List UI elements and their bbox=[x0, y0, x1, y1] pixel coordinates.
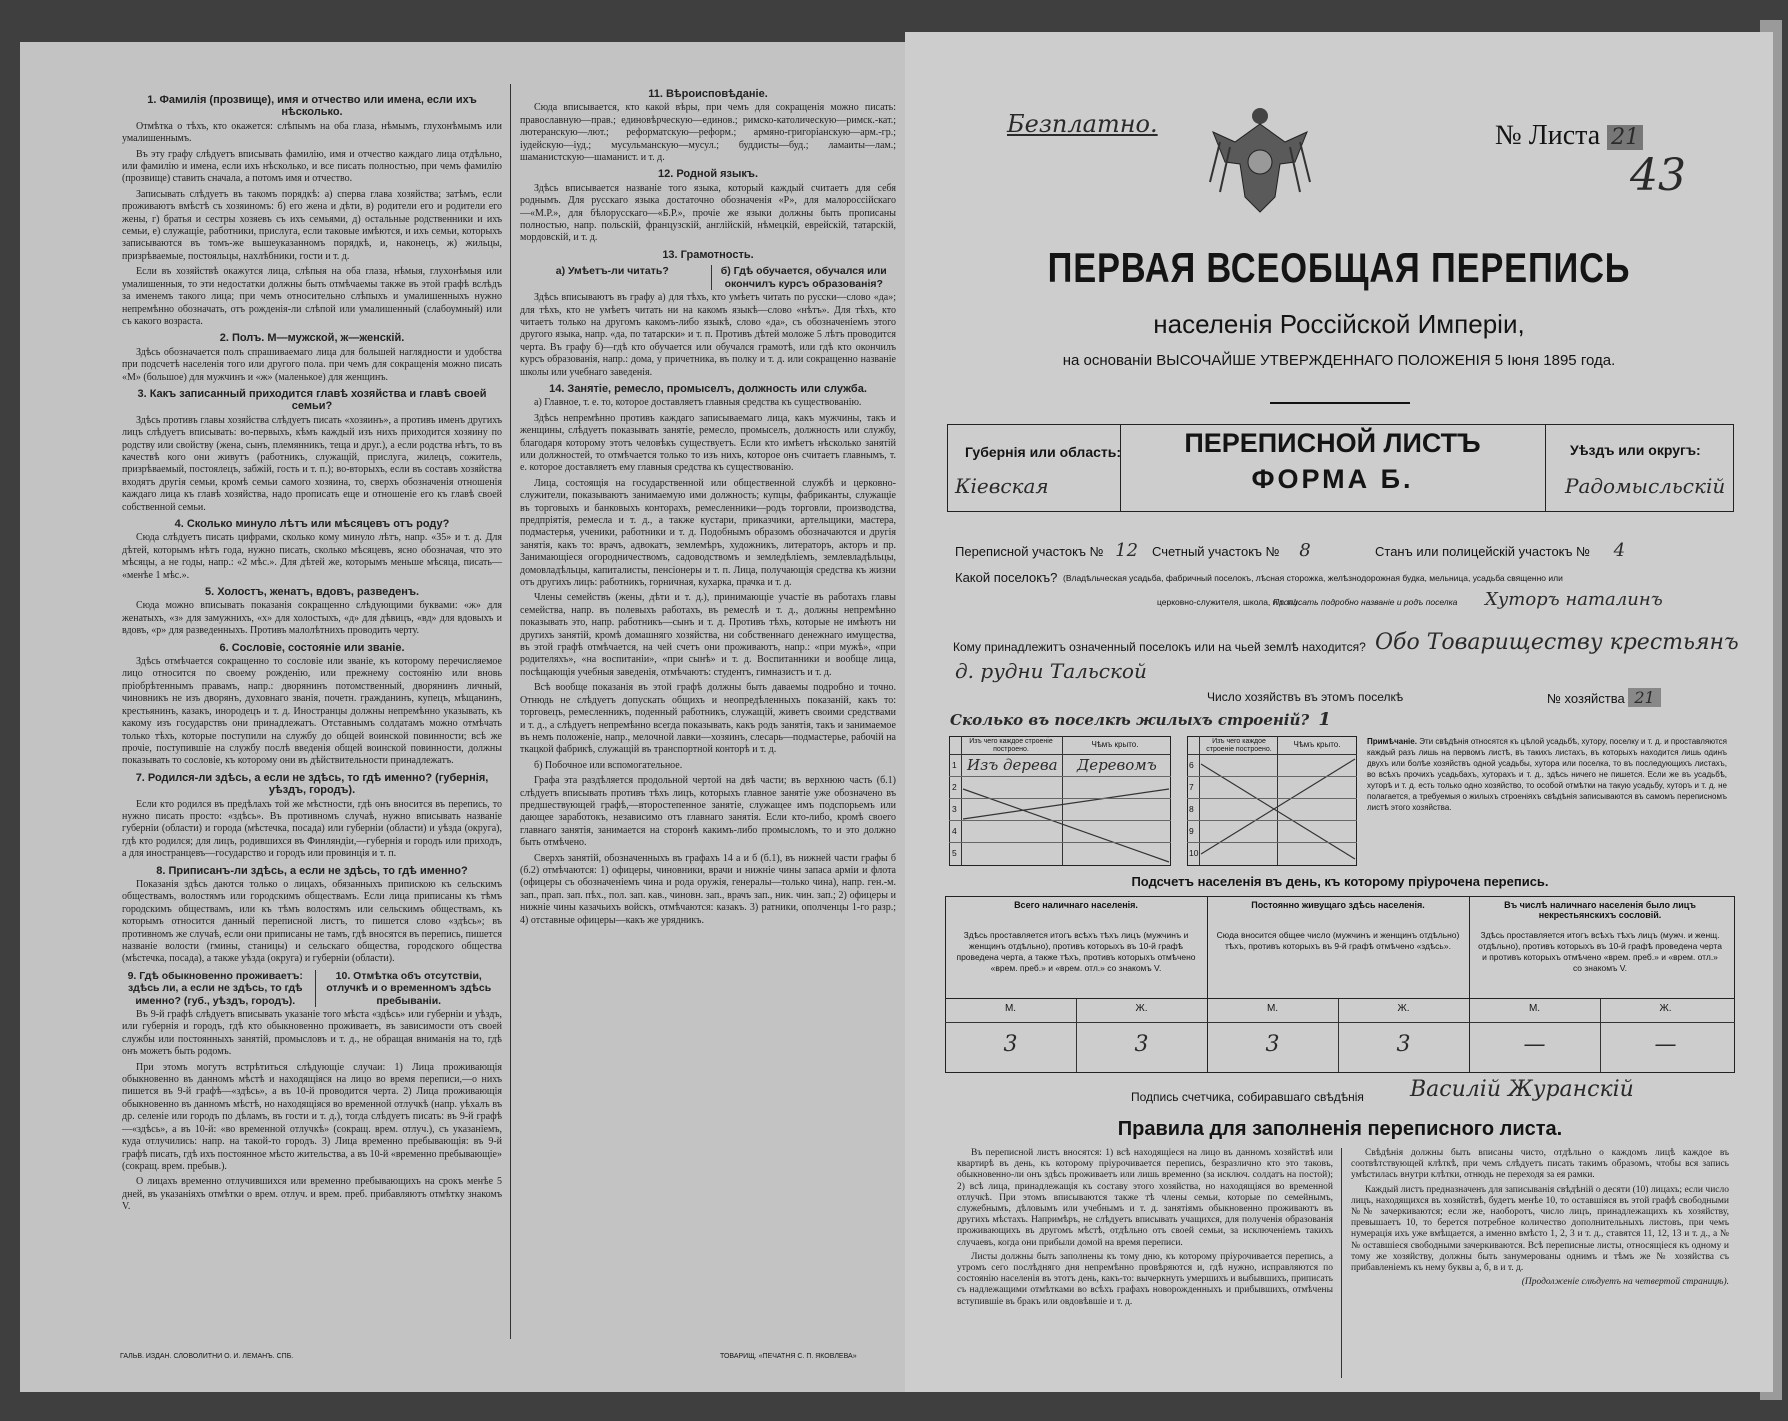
bld-row-number: 6 bbox=[1189, 760, 1194, 770]
paragraph: Лица, состоящія на государственной или общественной службѣ и церковно-служители, показываютъ занимаемую ими должность; купцы, фабриканты, служащіе въ торговыхъ и банковыхъ конторахъ, ремесленники—родъ торговли, производства, предпріятія, ремесла и т. д., а также кустари, приказчики, артельщики, мастера, подмастерья, ученики, работники и т. д. Подобнымъ образомъ обозначаются и другія занятія, какъ то: врачъ, адвокатъ, землемѣръ, художникъ, литераторъ, акторъ и пр. Занимающіеся огородничествомъ, садоводствомъ и земледѣліемъ, землевладѣльцы, домовладѣльцы, капиталисты, пенсіонеры и т. п. Лица, получающія средства къ жизни отъ другихъ лицъ: работникъ, горничная, кухарка, прачка и т. д. bbox=[520, 477, 896, 589]
count-rule bbox=[945, 998, 1735, 999]
count-col-heading: Всего наличнаго населенія. bbox=[1014, 900, 1138, 910]
bld-material: Изъ дерева bbox=[967, 756, 1058, 774]
count-col-instruction: Здѣсь проставляется итогъ всѣхъ тѣхъ лицъ (мужч. и женщ. отдѣльно), противъ которыхъ въ 10-й графѣ проведена черта и противъ которыхъ отмѣчено «врем. преб.» и «врем. отл.» со знакомъ V. bbox=[1478, 930, 1722, 973]
settlement-label: Какой поселокъ? bbox=[955, 570, 1058, 585]
paragraph: Сюда можно вписывать показанія сокращенно слѣдующими буквами: «ж» для женатыхъ, «з» для замужнихъ, «х» для холостыхъ, «д» для дѣвицъ, «вд» для вдовыхъ и вдовъ, «р» для разведенныхъ. Противъ малолѣтнихъ проводить черту. bbox=[122, 600, 502, 637]
right-page bbox=[905, 32, 1773, 1392]
instructions-column-1 bbox=[122, 90, 502, 1217]
census-subtitle: населенія Россійской Имперіи, bbox=[1153, 309, 1525, 339]
header-divider bbox=[1545, 424, 1546, 512]
counting-district-label: Счетный участокъ № 8 bbox=[1152, 540, 1311, 561]
rules-text-4: Каждый листъ предназначенъ для записыванія свѣдѣній о десяти (10) лицахъ; если число лицъ, находящихся въ хозяйствѣ, будетъ менѣе 10, то оставшіяся въ этой графѣ свободными №№ зачеркиваются; если же, наоборотъ, число лицъ, принадлежащихъ къ хозяйству, превышаетъ 10, то берется потребное количество дополнительныхъ листовъ, при чемъ нумерація ихъ уже вмѣщается, а именно вмѣсто 1, 2, 3 и т. д., ставятся 11, 12, 13 и т. д., а №№ оставшіеся свободными зачеркиваются. Всѣ переписные листы, относящіеся къ одному и тому же хозяйству, должны быть занумерованы однимъ и тѣмъ же № хозяйства съ прибавленіемъ къ нему буквы а, б, в и т. д. bbox=[1351, 1184, 1729, 1274]
paragraph: Члены семействъ (жены, дѣти и т. д.), принимающіе участіе въ работахъ главы семейства, напр. въ полевыхъ работахъ, въ ремеслѣ и т. д., должны непремѣнно показывать это, напр. работникъ—сынъ и т. д. Противъ тѣхъ, которые не имѣютъ ни другихъ занятій, кромѣ домашняго хозяйства, ни собственнаго денежнаго имущества, въ этой графѣ отмѣчается, на чей счетъ они проживаютъ, напр.: «при мужѣ», «при родителяхъ», «на воспитаніи», «при сынѣ» и т. д. Воспитанники и вообще лица, посѣщающія учебныя заведенія, отмѣчаютъ: студентъ, гимназистъ и т. д. bbox=[520, 592, 896, 678]
paragraph: Если кто родился въ предѣлахъ той же мѣстности, гдѣ онъ вносится въ перепись, то нужно писать просто: «здѣсь». Въ противномъ случаѣ, нужно вписывать названіе губерніи (области) и города (мѣстечка, посада) или губерніи (области) и уѣзда (округа), гдѣ кто родился; для лицъ, родившихся въ Финляндіи,—губернія и городъ или приходъ, а для иностранцевъ—государство и городъ или провинція и т. п. bbox=[122, 798, 502, 860]
buildings-note: Примѣчаніе. Эти свѣдѣнія относятся къ цѣлой усадьбѣ, хутору, поселку и т. д. и проставляются каждый разъ лишь на первомъ листѣ, въ такихъ листахъ, въ которыхъ находится лишь одинъ двухъ или болѣе хозяйствъ одной усадьбы, хутора или поселка, то въ последующихъ листахъ, во всѣхъ прочихъ усадьбахъ, хуторахъ и т. д., здѣсь ничего не пишется. Если же въ усадьбѣ, хуторѣ и т. д. есть только одно хозяйство, то особой отмѣтки на такую усадьбу, хуторъ и т. д. не полагается, а требуемыя о жилыхъ строеніяхъ свѣдѣнія записываются въ самомъ переписномъ листѣ этого хозяйства. bbox=[1367, 737, 1727, 812]
paragraph: О лицахъ временно отлучившихся или временно пребывающихъ на срокъ менѣе 5 дней, въ указаніяхъ отмѣтки о врем. отлуч. и врем. преб. прибавляютъ отмѣтку знакомъ V. bbox=[122, 1176, 502, 1213]
paragraph: Здѣсь обозначается полъ спрашиваемаго лица для большей наглядности и удобства при подсчетѣ населенія того или другого пола. при чемъ для сокращенія можно писать «М» (большое) для мужчинъ и «ж» (маленькое) для женщинъ. bbox=[122, 346, 502, 383]
bld-row-rule bbox=[1187, 820, 1357, 821]
female-label: Ж. bbox=[1659, 1003, 1672, 1014]
paragraph: Въ 9-й графѣ слѣдуетъ вписывать указаніе того мѣста «здѣсь» или губерніи и уѣздъ, или губернія и городъ, гдѣ кто обыкновенно проживаетъ, въ зависимости отъ своей службы или постоянныхъ занятій, промысловъ и т. д., не обращая вниманія на то, гдѣ онъ можетъ быть родомъ. bbox=[122, 1009, 502, 1058]
province-value: Кіевская bbox=[955, 474, 1049, 498]
split-heading-right: 10. Отмѣтка объ отсутствіи, отлучкѣ и о временномъ здѣсь пребываніи. bbox=[315, 970, 503, 1007]
male-count: 3 bbox=[1265, 1032, 1280, 1057]
households-label: Число хозяйствъ въ этомъ поселкѣ bbox=[1207, 690, 1404, 704]
paragraph: Если въ хозяйствѣ окажутся лица, слѣпыя на оба глаза, нѣмыя, глухонѣмыя или умалишенныя, то эти недостатки должны быть отмѣчаемы также въ этой графѣ вслѣдъ за именемъ такого лица; при чемъ относительно слѣпыхъ и умалишенныхъ нужно непремѣнно обозначать, отъ рожденія-ли слѣпой или умалишенный (слабоумный) или съ какого возраста. bbox=[122, 266, 502, 327]
buildings-head-roof: Чѣмъ крыто. bbox=[1091, 740, 1139, 749]
section-heading: 8. Приписанъ-ли здѣсь, а если не здѣсь, то гдѣ именно? bbox=[156, 864, 468, 877]
counting-district-value: 8 bbox=[1299, 540, 1311, 561]
buildings-value: 1 bbox=[1318, 709, 1331, 730]
bld-row-rule bbox=[949, 820, 1171, 821]
female-count: 3 bbox=[1396, 1032, 1411, 1057]
population-count-title: Подсчетъ населенія въ день, къ которому пріурочена перепись. bbox=[1131, 874, 1549, 889]
section-heading: 4. Сколько минуло лѣтъ или мѣсяцевъ отъ роду? bbox=[174, 518, 450, 530]
district-label: Уѣздъ или округъ: bbox=[1570, 442, 1701, 458]
paragraph: б) Побочное или вспомогательное. bbox=[534, 759, 683, 771]
section-heading: 6. Сословіе, состояніе или званіе. bbox=[219, 641, 405, 654]
buildings-strikeout-right bbox=[1187, 754, 1357, 864]
household-number-value: 21 bbox=[1628, 688, 1660, 707]
settlement-value: Хуторъ наталинъ bbox=[1485, 589, 1663, 610]
bld-row-number: 10 bbox=[1189, 848, 1199, 858]
buildings-head-material-2: Изъ чего каждое строеніе построено. bbox=[1206, 738, 1272, 753]
free-label: Безплатно. bbox=[1007, 110, 1158, 138]
bld-row-rule bbox=[1187, 842, 1357, 843]
title-rule bbox=[1270, 402, 1410, 404]
rules-text-2: Листы должны быть заполнены къ тому дню, къ которому пріурочивается перепись, а утромъ сего послѣдняго дня непремѣнно провѣряются и, гдѣ нужно, исправляются по состоянію населенія въ этотъ день, какъ-то: вычеркнуть умершихъ и выбывшихъ, приписать съ надлежащими отмѣтками во всѣхъ графахъ новорожденныхъ и прибывшихъ, отмѣчены вступившіе въ бракъ или овдовѣвшіе и т. д. bbox=[957, 1251, 1333, 1307]
bld-head-rule bbox=[949, 754, 1171, 755]
owner-label: Кому принадлежитъ означенный поселокъ или на чьей землѣ находится? bbox=[953, 640, 1366, 654]
enumerator-signature: Василій Журанскій bbox=[1410, 1077, 1634, 1102]
male-count: 3 bbox=[1003, 1032, 1018, 1057]
column-divider bbox=[510, 84, 511, 1339]
paragraph: Здѣсь непремѣнно противъ каждаго записываемаго лица, какъ мужчины, такъ и женщины, слѣдуетъ показывать занятіе, ремесло, промыселъ, должность или службу, благодаря которому этотъ человѣкъ существуетъ. Если кто имѣетъ нѣсколько занятій или должностей, то отмѣчается только то изъ нихъ, которое онъ считаетъ главнымъ, т. е. которое доставляетъ ему главныя средства къ существованію. bbox=[520, 412, 896, 474]
archive-folio-number: 43 bbox=[1630, 150, 1686, 201]
rules-divider bbox=[1341, 1148, 1342, 1378]
form-subtitle: ФОРМА Б. bbox=[1251, 464, 1414, 494]
household-number-label: № хозяйства 21 bbox=[1547, 688, 1661, 707]
section-heading: 3. Какъ записанный приходится главѣ хозяйства и главѣ своей семьи? bbox=[137, 387, 487, 413]
paragraph: Всѣ вообще показанія въ этой графѣ должны быть даваемы подробно и точно. Отнюдь не слѣдуетъ допускать общихъ и неопредѣленныхъ показаній, какъ то: торговецъ, ремесленникъ, поденный работникъ, служащій, живетъ своими средствами и т. д., а слѣдуетъ непремѣнно всегда показывать, какъ родъ занятія, такъ и занимаемое въ немъ положеніе, напр., мелочной лавки—хозяинъ, слесарь—подмастерье, рабочій на ткацкой фабрикѣ, служащій въ транспортной конторѣ и т. д. bbox=[520, 682, 896, 756]
rules-title: Правила для заполненія переписного листа. bbox=[1117, 1118, 1563, 1140]
male-label: М. bbox=[1266, 1003, 1279, 1014]
rules-column-1 bbox=[957, 1148, 1333, 1311]
settlement-instruction: Прописать подробно названіе и родъ поселка bbox=[1273, 597, 1458, 607]
section-heading: 2. Полъ. М—мужской, ж—женскій. bbox=[219, 332, 405, 345]
sheet-number-label: № Листа 21 bbox=[1495, 120, 1643, 152]
district-value: Радомысльскій bbox=[1565, 474, 1726, 498]
female-label: Ж. bbox=[1397, 1003, 1410, 1014]
section-heading: 5. Холостъ, женатъ, вдовъ, разведенъ. bbox=[204, 586, 420, 599]
paragraph: Здѣсь вписываютъ въ графу а) для тѣхъ, кто умѣетъ читать по русски—слово «да»; для тѣхъ, кто не умѣетъ читать ни на какомъ языкѣ—слово «нѣтъ». Для тѣхъ, кто читаетъ только на другомъ какомъ-либо языкѣ, слово «да», съ обозначеніемъ этого другого языка, напр. «да, по татарски» и т. п. Противъ дѣтей моложе 5 лѣтъ проводится черта. Въ графу б)—гдѣ кто обучается или обучался грамотѣ, или гдѣ кто окончилъ курсъ образованія, напр.: дома, у причетника, въ полку и т. д. или сокращенно названіе школы или учебнаго заведенія. bbox=[520, 292, 896, 378]
rules-column-2 bbox=[1351, 1148, 1729, 1291]
paragraph: Здѣсь вписывается названіе того языка, который каждый считаетъ для себя роднымъ. Для русскаго языка достаточно обозначенія «Р», для малороссійскаго—«М.Р.», для бѣлорусскаго—«Б.Р.», прочіе же языки должны быть прописаны полностью, напр. польскій, французскій, англійскій, нѣмецкій, еврейскій, татарскій, мордовскій, и т. д. bbox=[520, 182, 896, 244]
imperial-eagle-emblem bbox=[1205, 102, 1315, 222]
rules-text-3: Свѣдѣнія должны быть вписаны чисто, отдѣльно о каждомъ лицѣ каждое въ соотвѣтствующей клѣткѣ, при чемъ слѣдуетъ писать такимъ образомъ, чтобы вся запись умѣстилась внутри клѣтки, отнюдь не переходя за ея рамки. bbox=[1351, 1148, 1729, 1181]
printer-imprint-right: ТОВАРИЩ. «ПЕЧАТНЯ С. П. ЯКОВЛЕВА» bbox=[720, 1353, 857, 1360]
female-label: Ж. bbox=[1135, 1003, 1148, 1014]
section-heading: 1. Фамилія (прозвище), имя и отчество или имена, если ихъ нѣсколько. bbox=[147, 94, 477, 119]
female-count: — bbox=[1654, 1032, 1677, 1057]
split-heading bbox=[520, 265, 896, 290]
paragraph: Графа эта раздѣляется продольной чертой на двѣ части; въ верхнюю часть (б.1) слѣдуетъ вписывать противъ тѣхъ лицъ, которыхъ главное занятіе уже обозначено въ предшествующей графѣ,—второстепенное занятіе, служащее имъ подспорьемъ или дающее заработокъ, независимо отъ главнаго занятія. Если кто-либо, кромѣ своего главнаго занятія, занимается на сторонѣ какимъ-либо промысломъ, то и это должно быть отмѣчено. bbox=[520, 775, 896, 849]
owner-value-line-1: Обо Товариществу крестьянъ bbox=[1375, 630, 1739, 655]
bld-row-rule bbox=[949, 842, 1171, 843]
province-label: Губернія или область: bbox=[965, 444, 1122, 460]
paragraph: Здѣсь отмѣчается сокращенно то сословіе или званіе, къ которому перечисляемое лицо относится по своему рожденію, или прежнему состоянію или вновь пріобрѣтеннымъ правамъ, напр.: дворянинъ потомственный, дворянинъ личный, чиновникъ не изъ дворянъ, духовнаго званія, почетн. гражданинъ, купецъ, мѣщанинъ, крестьянинъ, казакъ, инородецъ и т. д. Иностранцы должны непремѣнно указывать, къ какому изъ государствъ они принадлежатъ. Отставнымъ солдатамъ можно отмѣчать только тѣхъ, которые поступили на службу до общей воинской повинности; всѣ же прочіе, поступившіе на службу послѣ введенія общей воинской повинности, должны показывать то сословіе, къ которому они въ дѣйствительности принадлежатъ. bbox=[122, 656, 502, 767]
bld-row-rule bbox=[1187, 776, 1357, 777]
male-label: М. bbox=[1528, 1003, 1541, 1014]
sheet-number-value: 21 bbox=[1607, 125, 1643, 150]
count-col-heading: Постоянно живущаго здѣсь населенія. bbox=[1251, 900, 1425, 910]
rules-text-1: Въ переписной листъ вносятся: 1) всѣ находящіеся на лицо въ данномъ хозяйствѣ или квартирѣ въ день, къ которому пріурочивается перепись, безразлично кто это таковъ, обыкновенно-ли онъ здѣсь проживаетъ или лишь временно (за исключ. солдатъ на постой); 2) всѣ лица, принадлежащія къ составу этого хозяйства, но находящіяся во временной отлучкѣ. При этомъ вписываются также тѣ члены семьи, которые по семейнымъ, служебнымъ, дѣловымъ или учебнымъ и т. д. занятіямъ обыкновенно проживаютъ въ другихъ мѣстахъ. Напримѣръ, не слѣдуетъ вписывать учащихся, для полученія образованія проживающихъ въ другомъ мѣстѣ, отдѣльно отъ своей семьи, за исключеніемъ такихъ случаевъ, когда они прибыли домой на время переписи. bbox=[957, 1148, 1333, 1248]
form-title: ПЕРЕПИСНОЙ ЛИСТЪ bbox=[1184, 428, 1481, 458]
bld-row-number: 3 bbox=[952, 804, 957, 814]
buildings-head-material: Изъ чего каждое строеніе построено. bbox=[969, 738, 1053, 753]
enumerator-signature-label: Подпись счетчика, собиравшаго свѣдѣнія bbox=[1131, 1090, 1364, 1104]
count-col-instruction: Сюда вносится общее число (мужчинъ и женщинъ отдѣльно) тѣхъ, противъ которыхъ въ 9-й графѣ отмѣчено «здѣсь». bbox=[1216, 930, 1460, 951]
rules-continuation: (Продолженіе слѣдуетъ на четвертой страницѣ). bbox=[1521, 1277, 1729, 1288]
enumeration-district-label: Переписной участокъ № 12 bbox=[955, 540, 1139, 561]
paragraph: Въ эту графу слѣдуетъ вписывать фамилію, имя и отчество каждаго лица отдѣльно, или фамилію и имена, если ихъ нѣсколько, и все писать полностью, при чемъ фамилію (прозвище) ставить сначала, а потомъ имя и отчество. bbox=[122, 148, 502, 185]
paragraph: Записывать слѣдуетъ въ такомъ порядкѣ: а) сперва глава хозяйства; затѣмъ, если проживаютъ вмѣстѣ съ хозяиномъ: б) его жена и дѣти, в) родители его и родители его жены, г) братья и сестры хозяевъ съ ихъ семьями, д) остальные родственники и ихъ семьи, е) служащіе, работники, прислуга, если таковые имѣются, и ихъ семьи, которыхъ записываются въ томъ-же вышеуказанномъ порядкѣ, и, наконецъ, ж) жильцы, призрѣваемые, постояльцы, нахлѣбники, гости и т. д. bbox=[122, 188, 502, 262]
bld-row-number: 7 bbox=[1189, 782, 1194, 792]
census-title: ПЕРВАЯ ВСЕОБЩАЯ ПЕРЕПИСЬ bbox=[1047, 244, 1631, 291]
paragraph: При этомъ могутъ встрѣтиться слѣдующіе случаи: 1) Лица проживающія обыкновенно въ данномъ мѣстѣ и находящіяся на лицо во время переписи,—о нихъ пишется въ 9-й графѣ—«здѣсь», а въ 10-й проводится черта. 2) Лица проживающія обыкновенно въ данномъ мѣстѣ, но находящіяся во временной отлучкѣ (напр. уѣхалъ въ др. селеніе или городъ по дѣламъ, въ гости и т. д.), тогда слѣдуетъ писать: въ 9-й графѣ—«здѣсь», а въ 10-й: «во временной отлучкѣ» (сокращ. врем. отлуч.), съ указаніемъ, куда отлучились: напр. на такой-то городъ. 3) Лица временно пребывающія: въ 9-й графѣ писать, гдѣ ихъ постоянное мѣсто жительства, а въ 10-й «временно пребывающіе» (сокращ. врем. пребыв.). bbox=[122, 1061, 502, 1172]
paragraph: а) Главное, т. е. то, которое доставляетъ главныя средства къ существованію. bbox=[534, 397, 862, 409]
paragraph: Сюда вписывается, кто какой вѣры, при чемъ для сокращенія можно писать: православную—прав.; единовѣрческую—единов.; римско-католическую—римск.-кат.; лютеранскую—лют.; реформатскую—реформ.; армяно-григоріанскую—арм.-гр.; іудейскую—іуд.; мусульманскую—мусул.; буддисты—буд.; ламаиты—лам.; шаманистскую—шаманист. и т. д. bbox=[520, 102, 896, 164]
male-label: М. bbox=[1004, 1003, 1017, 1014]
left-page bbox=[20, 42, 915, 1392]
section-heading: 12. Родной языкъ. bbox=[657, 168, 758, 181]
buildings-label: Сколько въ поселкѣ жилыхъ строеній? 1 bbox=[950, 709, 1331, 730]
split-heading bbox=[122, 970, 502, 1007]
count-col-heading: Въ числѣ наличнаго населенія было лицъ некрестьянскихъ сословій. bbox=[1504, 900, 1696, 920]
enumeration-district-value: 12 bbox=[1115, 540, 1139, 561]
bld-row-number: 9 bbox=[1189, 826, 1194, 836]
printer-imprint-left: ГАЛЬВ. ИЗДАН. СЛОВОЛИТНИ О. И. ЛЕМАНЪ. СПБ. bbox=[120, 1353, 294, 1360]
split-heading-left: 9. Гдѣ обыкновенно проживаетъ: здѣсь ли, а если не здѣсь, то гдѣ именно? (губ., уѣздъ, городъ). bbox=[127, 969, 303, 1007]
bld-row-number: 1 bbox=[952, 760, 957, 770]
buildings-strikeout-left bbox=[949, 774, 1171, 864]
bld-row-rule bbox=[949, 776, 1171, 777]
count-col-instruction: Здѣсь проставляется итогъ всѣхъ тѣхъ лицъ (мужчинъ и женщинъ отдѣльно), противъ которыхъ въ 10-й графѣ проведена черта, а также тѣхъ, противъ которыхъ отмѣчено «врем. преб.» и «врем. отл.» со знакомъ V. bbox=[956, 930, 1196, 973]
stan-label: Станъ или полицейскій участокъ № 4 bbox=[1375, 540, 1626, 561]
section-heading: 7. Родился-ли здѣсь, а если не здѣсь, то гдѣ именно? (губернія, уѣздъ, городъ). bbox=[135, 771, 489, 797]
bld-row-number: 8 bbox=[1189, 804, 1194, 814]
split-heading-right: б) Гдѣ обучается, обучался или окончилъ курсъ образованія? bbox=[711, 265, 897, 290]
stan-value: 4 bbox=[1613, 540, 1626, 561]
paragraph: Здѣсь противъ главы хозяйства слѣдуетъ писать «хозяинъ», а противъ именъ другихъ лицъ слѣдуетъ вписывать: во-первыхъ, кѣмъ каждый изъ нихъ приходится хозяину по родству или свойству (жена, сынъ, племянникъ, теща и друг.), а если родства нѣтъ, то въ качествѣ кого они живутъ (работникъ, служащій, прислуга, жилецъ, сожитель, призрѣваемый, постоялецъ, забжій, гость и т. п.); во-вторыхъ, если въ составъ хозяйства входятъ другія семьи, кромѣ семьи самого хозяина, то, сверхъ обозначенія отношенія каждаго лица къ главѣ хозяйства, надо прописать еще и отношеніе его къ главѣ своей собственной семьи. bbox=[122, 414, 502, 513]
owner-value-line-2: д. рудни Тальской bbox=[955, 659, 1147, 683]
settlement-hint: (Владѣльческая усадьба, фабричный поселокъ, лѣсная сторожка, желѣзнодорожная будка, мельница, усадьба священно или bbox=[1063, 573, 1563, 583]
male-count: — bbox=[1523, 1032, 1546, 1057]
paragraph: Сверхъ занятій, обозначенныхъ въ графахъ 14 а и б (б.1), въ нижней части графы б (б.2) отмѣчаются: 1) офицеры, чиновники, врачи и нижніе чины запаса арміи и флота (офицеры съ обозначеніемъ чина и рода оружія, генералы—только чина), напр. ген.-м. зап., прап. зап. пѣх., пол. зап. кав., чиновн. зап., врачъ зап., ник. чин. зап.; 2) офицеры и нижніе чины казачьихъ войскъ, отмѣчаются: казакъ. 3) ратники, ополченцы 1-го разр.; 4) отставные офицеры—какъ же урядникъ. bbox=[520, 852, 896, 926]
section-heading: 13. Грамотность. bbox=[662, 248, 754, 261]
section-heading: 14. Занятіе, ремесло, промыселъ, должность или служба. bbox=[549, 382, 867, 395]
bld-roof: Деревомъ bbox=[1077, 756, 1157, 774]
section-heading: 11. Вѣроисповѣданіе. bbox=[648, 88, 768, 100]
bld-row-number: 2 bbox=[952, 782, 957, 792]
bld-row-number: 5 bbox=[952, 848, 957, 858]
paragraph: Показанія здѣсь даются только о лицахъ, обязанныхъ припискою къ сельскимъ обществамъ, волостямъ или городскимъ обществамъ. Если лица приписаны къ тѣмъ городскимъ обществамъ, или къ тѣмъ волостямъ или сельскимъ обществамъ, къ которымъ относится данный переписной листъ, то пишется слово «здѣсь»; въ противномъ же случаѣ, если они приписаны не тамъ, гдѣ вносятся въ перепись, пишется названіе волости (гмины, станицы) и сельскаго общества, городского общества (мѣстечка, посада), а также уѣзда (округа) и губерніи (области). bbox=[122, 878, 502, 965]
bld-row-rule bbox=[949, 798, 1171, 799]
paragraph: Отмѣтка о тѣхъ, кто окажется: слѣпымъ на оба глаза, нѣмымъ, глухонѣмымъ или умалишеннымъ. bbox=[122, 120, 502, 145]
split-heading-left: а) Умѣетъ-ли читать? bbox=[555, 265, 669, 278]
bld-row-rule bbox=[1187, 798, 1357, 799]
buildings-head-roof-2: Чѣмъ крыто. bbox=[1293, 740, 1341, 749]
settlement-hint-2: церковно-служителя, школа, и т. п.) bbox=[1157, 597, 1298, 607]
count-rule bbox=[945, 1022, 1735, 1023]
bld-row-number: 4 bbox=[952, 826, 957, 836]
census-basis: на основаніи ВЫСОЧАЙШЕ УТВЕРЖДЕННАГО ПОЛОЖЕНІЯ 5 Іюня 1895 года. bbox=[1062, 352, 1616, 369]
female-count: 3 bbox=[1134, 1032, 1149, 1057]
instructions-column-2 bbox=[520, 84, 896, 930]
paragraph: Сюда слѣдуетъ писать цифрами, сколько кому минуло лѣтъ, напр. «35» и т. д. Для дѣтей, которымъ нѣтъ года, нужно писать, сколько мѣсяцевъ, ясно обозначая, что это мѣсяцы, а не годы, напр.: «2 мѣс.». Для дѣтей же, которымъ меньше мѣсяца, писать— «менѣе 1 мѣс.». bbox=[122, 532, 502, 581]
